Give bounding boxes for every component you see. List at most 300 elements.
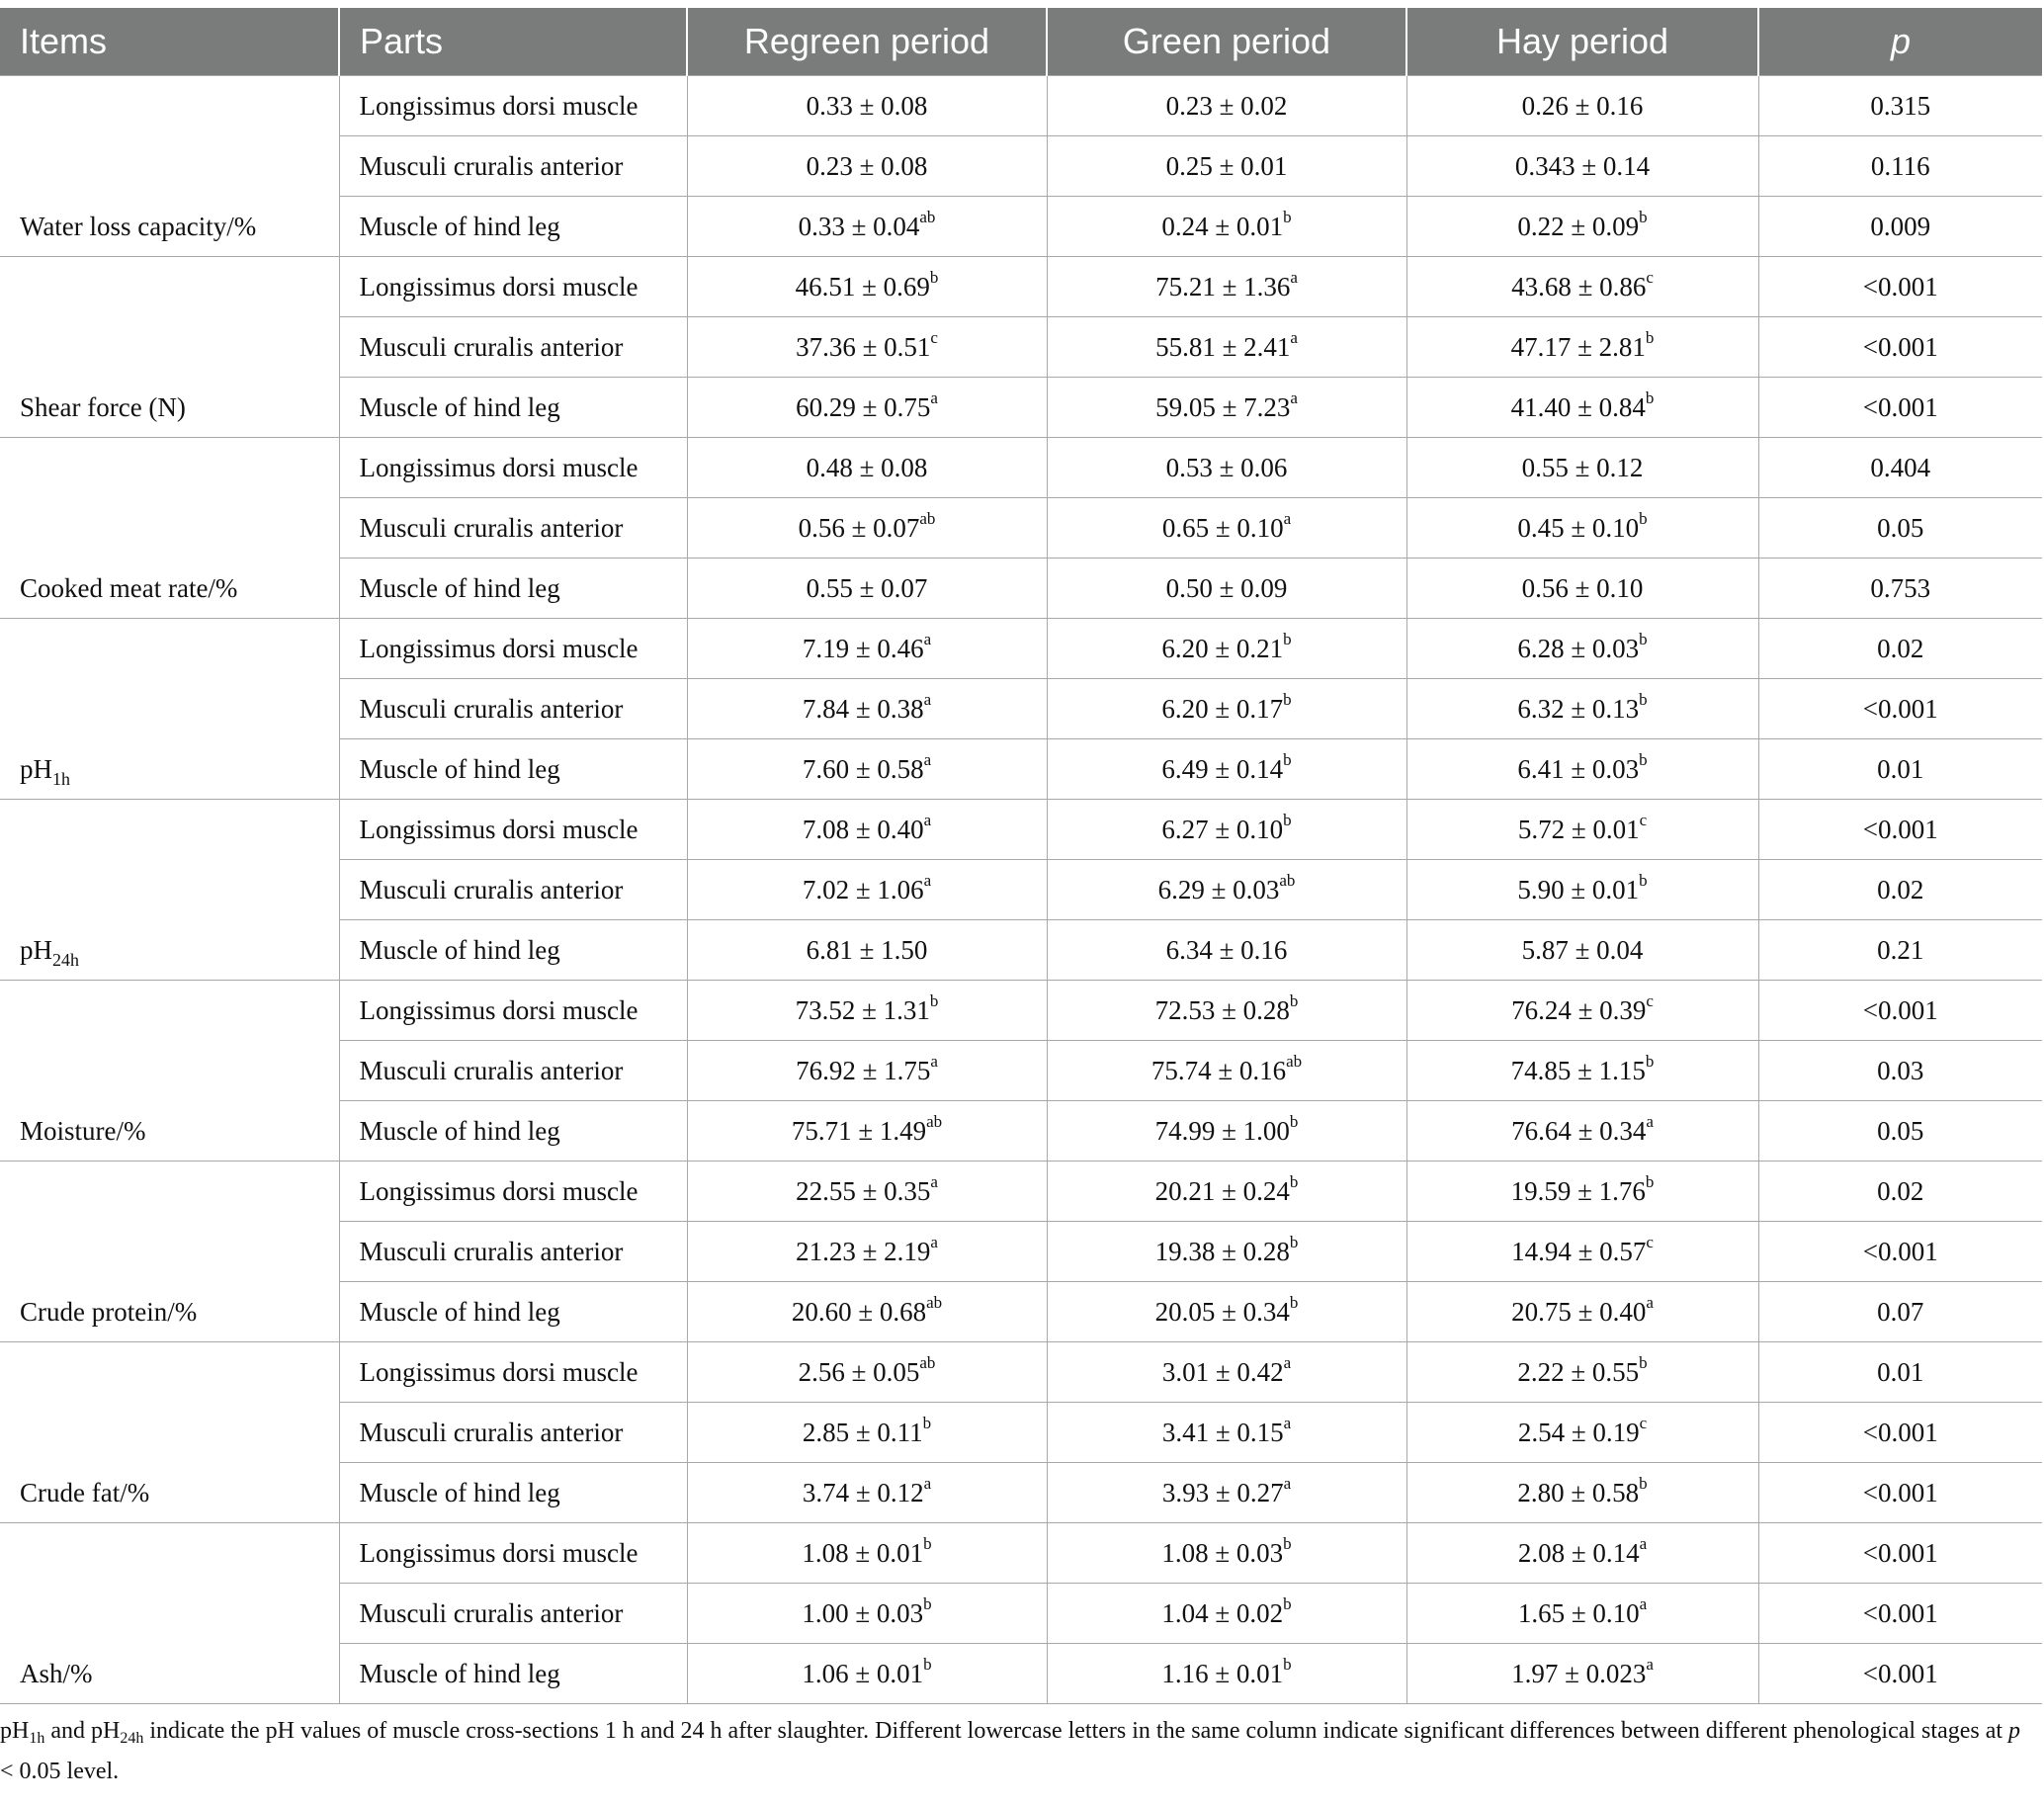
regreen-significance-letter: b xyxy=(923,1533,932,1553)
part-cell: Musculi cruralis anterior xyxy=(339,1403,687,1463)
hay-value-cell xyxy=(1406,136,1758,197)
footnote-ph-24h: $pH_{24h}$ xyxy=(91,1718,144,1747)
hay-value: 20.75 ± 0.40 xyxy=(1511,1296,1647,1327)
green-significance-letter: b xyxy=(1283,207,1292,226)
item-label-subscript: 1h xyxy=(52,769,70,789)
hay-value: 5.72 ± 0.01 xyxy=(1517,814,1640,844)
regreen-value-cell xyxy=(687,317,1047,378)
green-significance-letter: a xyxy=(1283,1352,1292,1372)
hay-value: 19.59 ± 1.76 xyxy=(1510,1175,1646,1206)
regreen-value: 46.51 ± 0.69 xyxy=(795,271,930,301)
green-value-cell xyxy=(1047,1222,1406,1282)
green-value: 0.24 ± 0.01 xyxy=(1161,211,1284,241)
p-value-cell: <0.001 xyxy=(1758,1463,2042,1523)
green-value-cell xyxy=(1047,1041,1406,1101)
part-cell: Muscle of hind leg xyxy=(339,1463,687,1523)
regreen-value: 60.29 ± 0.75 xyxy=(796,391,931,422)
regreen-value: 22.55 ± 0.35 xyxy=(796,1175,931,1206)
hay-value: 0.45 ± 0.10 xyxy=(1517,512,1640,543)
regreen-value: 21.23 ± 2.19 xyxy=(796,1236,931,1266)
green-value: 6.20 ± 0.17 xyxy=(1161,693,1284,724)
hay-value-cell xyxy=(1406,981,1758,1041)
part-cell: Longissimus dorsi muscle xyxy=(339,1523,687,1584)
green-significance-letter: a xyxy=(1283,1413,1292,1432)
item-label-cell xyxy=(0,1342,339,1523)
regreen-value: 0.33 ± 0.04 xyxy=(798,211,920,241)
hay-value-cell xyxy=(1406,619,1758,679)
regreen-significance-letter: a xyxy=(923,870,932,890)
hay-value: 2.08 ± 0.14 xyxy=(1517,1537,1640,1568)
table-row xyxy=(0,1342,2042,1403)
green-value-cell xyxy=(1047,739,1406,800)
hay-value: 0.343 ± 0.14 xyxy=(1514,150,1651,181)
hay-value: 0.26 ± 0.16 xyxy=(1521,90,1644,121)
hay-value: 2.22 ± 0.55 xyxy=(1517,1356,1640,1387)
green-value: 72.53 ± 0.28 xyxy=(1154,994,1290,1025)
p-value-cell: <0.001 xyxy=(1758,1523,2042,1584)
green-value-cell xyxy=(1047,981,1406,1041)
green-value-cell xyxy=(1047,619,1406,679)
green-value: 1.04 ± 0.02 xyxy=(1161,1597,1284,1628)
header-row xyxy=(0,8,2042,76)
green-significance-letter: b xyxy=(1283,629,1292,648)
hay-significance-letter: b xyxy=(1645,387,1655,407)
hay-value: 76.24 ± 0.39 xyxy=(1511,994,1647,1025)
p-value-cell: <0.001 xyxy=(1758,679,2042,739)
green-significance-letter: b xyxy=(1283,810,1292,829)
table-row xyxy=(0,438,2042,498)
hay-value-cell xyxy=(1406,1222,1758,1282)
regreen-value-cell xyxy=(687,1403,1047,1463)
green-value-cell xyxy=(1047,679,1406,739)
item-label-cell xyxy=(0,800,339,981)
green-significance-letter: b xyxy=(1283,689,1292,709)
part-cell: Muscle of hind leg xyxy=(339,1282,687,1342)
table-row xyxy=(0,1523,2042,1584)
p-value-cell: 0.404 xyxy=(1758,438,2042,498)
regreen-value: 0.23 ± 0.08 xyxy=(806,150,928,181)
green-value: 6.20 ± 0.21 xyxy=(1161,633,1284,663)
hay-value-cell xyxy=(1406,800,1758,860)
p-value-cell: <0.001 xyxy=(1758,378,2042,438)
green-significance-letter: b xyxy=(1289,1232,1299,1251)
header-hay-period: Hay period xyxy=(1406,8,1758,76)
p-value-cell: 0.02 xyxy=(1758,619,2042,679)
green-value-cell xyxy=(1047,438,1406,498)
hay-value-cell xyxy=(1406,438,1758,498)
green-value-cell xyxy=(1047,257,1406,317)
table-row xyxy=(0,800,2042,860)
p-value-cell: 0.21 xyxy=(1758,920,2042,981)
part-cell: Musculi cruralis anterior xyxy=(339,860,687,920)
hay-significance-letter: a xyxy=(1639,1533,1648,1553)
p-value-cell: 0.01 xyxy=(1758,739,2042,800)
regreen-value-cell xyxy=(687,1584,1047,1644)
green-significance-letter: a xyxy=(1283,1473,1292,1493)
header-green-period: Green period xyxy=(1047,8,1406,76)
regreen-value-cell xyxy=(687,438,1047,498)
item-label: Water loss capacity/% xyxy=(20,212,257,241)
green-value: 0.25 ± 0.01 xyxy=(1165,150,1288,181)
hay-significance-letter: b xyxy=(1645,1051,1655,1071)
regreen-value-cell xyxy=(687,1523,1047,1584)
header-parts: Parts xyxy=(339,8,687,76)
regreen-significance-letter: ab xyxy=(919,1352,936,1372)
part-cell: Muscle of hind leg xyxy=(339,739,687,800)
regreen-value-cell xyxy=(687,1101,1047,1162)
green-value-cell xyxy=(1047,559,1406,619)
header-items: Items xyxy=(0,8,339,76)
green-significance-letter: a xyxy=(1290,327,1298,347)
hay-significance-letter: b xyxy=(1639,1352,1648,1372)
hay-significance-letter: a xyxy=(1646,1111,1654,1131)
item-label: Shear force (N) xyxy=(20,392,186,422)
part-cell: Longissimus dorsi muscle xyxy=(339,800,687,860)
regreen-significance-letter: a xyxy=(923,689,932,709)
hay-significance-letter: a xyxy=(1646,1654,1654,1674)
item-label: Crude fat/% xyxy=(20,1478,150,1507)
regreen-value: 0.55 ± 0.07 xyxy=(806,572,928,603)
hay-value-cell xyxy=(1406,1162,1758,1222)
p-value-cell: 0.07 xyxy=(1758,1282,2042,1342)
green-value-cell xyxy=(1047,498,1406,559)
hay-significance-letter: b xyxy=(1639,870,1648,890)
p-value-cell: 0.03 xyxy=(1758,1041,2042,1101)
green-value: 74.99 ± 1.00 xyxy=(1154,1115,1290,1146)
hay-value-cell xyxy=(1406,1403,1758,1463)
hay-significance-letter: c xyxy=(1646,267,1654,287)
hay-value-cell xyxy=(1406,317,1758,378)
green-significance-letter: ab xyxy=(1279,870,1296,890)
green-value-cell xyxy=(1047,1584,1406,1644)
regreen-value: 0.56 ± 0.07 xyxy=(798,512,920,543)
part-cell: Longissimus dorsi muscle xyxy=(339,257,687,317)
hay-value: 1.97 ± 0.023 xyxy=(1511,1658,1647,1688)
green-value: 3.01 ± 0.42 xyxy=(1161,1356,1284,1387)
hay-value: 2.54 ± 0.19 xyxy=(1517,1417,1640,1447)
regreen-significance-letter: b xyxy=(929,990,939,1010)
header-regreen-period: Regreen period xyxy=(687,8,1047,76)
hay-value-cell xyxy=(1406,1282,1758,1342)
hay-significance-letter: b xyxy=(1639,1473,1648,1493)
regreen-value-cell xyxy=(687,619,1047,679)
regreen-value-cell xyxy=(687,739,1047,800)
part-cell: Musculi cruralis anterior xyxy=(339,1222,687,1282)
p-value-cell: 0.01 xyxy=(1758,1342,2042,1403)
hay-significance-letter: b xyxy=(1639,207,1648,226)
regreen-significance-letter: a xyxy=(930,1051,938,1071)
footnote-text: indicate the pH values of muscle cross-sections 1 h and 24 h after slaughter. Different lowercase letters in the same column indicate significant differences between different phenological stages at xyxy=(143,1718,2009,1744)
regreen-value: 1.08 ± 0.01 xyxy=(802,1537,924,1568)
regreen-value: 3.74 ± 0.12 xyxy=(802,1477,924,1507)
green-value: 20.05 ± 0.34 xyxy=(1154,1296,1290,1327)
green-value-cell xyxy=(1047,1101,1406,1162)
header-p-value: p xyxy=(1758,8,2042,76)
regreen-significance-letter: ab xyxy=(919,508,936,528)
regreen-value: 7.19 ± 0.46 xyxy=(802,633,924,663)
regreen-significance-letter: b xyxy=(929,267,939,287)
table-row xyxy=(0,1162,2042,1222)
item-label-cell xyxy=(0,76,339,257)
p-value-cell: 0.315 xyxy=(1758,76,2042,136)
item-label-cell xyxy=(0,981,339,1162)
part-cell: Muscle of hind leg xyxy=(339,1644,687,1704)
regreen-value-cell xyxy=(687,559,1047,619)
hay-significance-letter: b xyxy=(1639,749,1648,769)
hay-value-cell xyxy=(1406,1584,1758,1644)
p-value-cell: 0.05 xyxy=(1758,1101,2042,1162)
hay-value-cell xyxy=(1406,559,1758,619)
table-body xyxy=(0,76,2042,1704)
green-value-cell xyxy=(1047,317,1406,378)
hay-value-cell xyxy=(1406,679,1758,739)
hay-significance-letter: b xyxy=(1645,1171,1655,1191)
part-cell: Muscle of hind leg xyxy=(339,197,687,257)
regreen-value-cell xyxy=(687,920,1047,981)
hay-value: 6.41 ± 0.03 xyxy=(1517,753,1640,784)
results-table-container xyxy=(0,8,2044,1791)
part-cell: Musculi cruralis anterior xyxy=(339,1041,687,1101)
p-value-cell: <0.001 xyxy=(1758,317,2042,378)
hay-value: 6.32 ± 0.13 xyxy=(1517,693,1640,724)
green-value: 6.29 ± 0.03 xyxy=(1157,874,1280,904)
regreen-value-cell xyxy=(687,498,1047,559)
regreen-value-cell xyxy=(687,679,1047,739)
green-value-cell xyxy=(1047,1342,1406,1403)
part-cell: Musculi cruralis anterior xyxy=(339,498,687,559)
hay-value-cell xyxy=(1406,860,1758,920)
regreen-value: 7.08 ± 0.40 xyxy=(802,814,924,844)
green-value: 19.38 ± 0.28 xyxy=(1154,1236,1290,1266)
part-cell: Muscle of hind leg xyxy=(339,559,687,619)
hay-value-cell xyxy=(1406,197,1758,257)
regreen-value: 7.84 ± 0.38 xyxy=(802,693,924,724)
regreen-value-cell xyxy=(687,197,1047,257)
green-value: 20.21 ± 0.24 xyxy=(1154,1175,1290,1206)
item-label-cell xyxy=(0,257,339,438)
p-value-cell: 0.05 xyxy=(1758,498,2042,559)
hay-value: 76.64 ± 0.34 xyxy=(1511,1115,1647,1146)
item-label: Moisture/% xyxy=(20,1116,146,1146)
p-value-cell: <0.001 xyxy=(1758,981,2042,1041)
hay-significance-letter: a xyxy=(1639,1593,1648,1613)
regreen-significance-letter: b xyxy=(923,1654,932,1674)
regreen-value: 0.33 ± 0.08 xyxy=(806,90,928,121)
table-row xyxy=(0,76,2042,136)
part-cell: Longissimus dorsi muscle xyxy=(339,1162,687,1222)
regreen-significance-letter: a xyxy=(923,810,932,829)
hay-value-cell xyxy=(1406,739,1758,800)
regreen-value: 1.06 ± 0.01 xyxy=(802,1658,924,1688)
hay-value: 43.68 ± 0.86 xyxy=(1511,271,1647,301)
p-value-cell: <0.001 xyxy=(1758,1222,2042,1282)
regreen-value: 76.92 ± 1.75 xyxy=(796,1055,931,1085)
regreen-value-cell xyxy=(687,1282,1047,1342)
regreen-value: 0.48 ± 0.08 xyxy=(806,452,928,482)
regreen-value-cell xyxy=(687,1041,1047,1101)
green-value-cell xyxy=(1047,378,1406,438)
item-label-cell xyxy=(0,438,339,619)
hay-significance-letter: c xyxy=(1646,1232,1654,1251)
hay-value-cell xyxy=(1406,257,1758,317)
p-value-cell: <0.001 xyxy=(1758,257,2042,317)
regreen-value: 2.85 ± 0.11 xyxy=(802,1417,923,1447)
p-value-cell: 0.753 xyxy=(1758,559,2042,619)
green-value: 0.65 ± 0.10 xyxy=(1161,512,1284,543)
green-significance-letter: b xyxy=(1289,1292,1299,1312)
hay-value: 5.90 ± 0.01 xyxy=(1517,874,1640,904)
hay-value: 1.65 ± 0.10 xyxy=(1517,1597,1640,1628)
green-value: 1.16 ± 0.01 xyxy=(1161,1658,1284,1688)
item-label-cell xyxy=(0,1523,339,1704)
green-value-cell xyxy=(1047,1523,1406,1584)
part-cell: Musculi cruralis anterior xyxy=(339,136,687,197)
item-label: pH xyxy=(20,754,52,784)
hay-value: 41.40 ± 0.84 xyxy=(1510,391,1646,422)
hay-value-cell xyxy=(1406,920,1758,981)
green-value: 3.93 ± 0.27 xyxy=(1161,1477,1284,1507)
hay-value: 0.56 ± 0.10 xyxy=(1521,572,1644,603)
green-significance-letter: b xyxy=(1283,749,1292,769)
hay-value: 6.28 ± 0.03 xyxy=(1517,633,1640,663)
regreen-significance-letter: c xyxy=(930,327,938,347)
regreen-value: 73.52 ± 1.31 xyxy=(795,994,930,1025)
hay-value-cell xyxy=(1406,498,1758,559)
regreen-value-cell xyxy=(687,257,1047,317)
regreen-value-cell xyxy=(687,800,1047,860)
green-significance-letter: b xyxy=(1289,990,1299,1010)
green-value-cell xyxy=(1047,1403,1406,1463)
regreen-significance-letter: a xyxy=(930,387,938,407)
part-cell: Longissimus dorsi muscle xyxy=(339,981,687,1041)
part-cell: Muscle of hind leg xyxy=(339,920,687,981)
hay-value: 0.22 ± 0.09 xyxy=(1517,211,1640,241)
green-significance-letter: b xyxy=(1283,1533,1292,1553)
footnote-and: and xyxy=(44,1718,91,1744)
hay-significance-letter: b xyxy=(1639,689,1648,709)
p-value-cell: <0.001 xyxy=(1758,1403,2042,1463)
item-label-cell xyxy=(0,619,339,800)
regreen-significance-letter: ab xyxy=(926,1111,943,1131)
regreen-value-cell xyxy=(687,136,1047,197)
hay-significance-letter: b xyxy=(1645,327,1655,347)
hay-significance-letter: a xyxy=(1646,1292,1654,1312)
hay-value-cell xyxy=(1406,1041,1758,1101)
table-row xyxy=(0,981,2042,1041)
regreen-significance-letter: a xyxy=(923,749,932,769)
meat-quality-table xyxy=(0,8,2042,1704)
green-value: 1.08 ± 0.03 xyxy=(1161,1537,1284,1568)
hay-value-cell xyxy=(1406,1463,1758,1523)
regreen-significance-letter: ab xyxy=(926,1292,943,1312)
table-footnote xyxy=(0,1704,2032,1791)
table-row xyxy=(0,257,2042,317)
green-significance-letter: b xyxy=(1283,1593,1292,1613)
p-value-cell: 0.116 xyxy=(1758,136,2042,197)
hay-value: 2.80 ± 0.58 xyxy=(1517,1477,1640,1507)
part-cell: Longissimus dorsi muscle xyxy=(339,438,687,498)
regreen-significance-letter: b xyxy=(922,1413,932,1432)
green-value: 6.34 ± 0.16 xyxy=(1165,934,1288,965)
p-value-cell: 0.02 xyxy=(1758,860,2042,920)
green-significance-letter: a xyxy=(1290,267,1298,287)
green-value-cell xyxy=(1047,1463,1406,1523)
green-significance-letter: b xyxy=(1289,1171,1299,1191)
footnote-ph-1h: $pH_{1h}$ xyxy=(0,1718,45,1747)
part-cell: Musculi cruralis anterior xyxy=(339,679,687,739)
regreen-significance-letter: a xyxy=(923,629,932,648)
p-value-cell: <0.001 xyxy=(1758,1644,2042,1704)
regreen-significance-letter: ab xyxy=(919,207,936,226)
regreen-value: 2.56 ± 0.05 xyxy=(798,1356,920,1387)
item-label: Crude protein/% xyxy=(20,1297,198,1327)
regreen-value: 6.81 ± 1.50 xyxy=(806,934,928,965)
hay-value-cell xyxy=(1406,76,1758,136)
item-label-subscript: 24h xyxy=(52,950,79,970)
hay-value: 5.87 ± 0.04 xyxy=(1521,934,1644,965)
hay-value: 14.94 ± 0.57 xyxy=(1511,1236,1647,1266)
p-value-cell: 0.009 xyxy=(1758,197,2042,257)
p-value-cell: <0.001 xyxy=(1758,1584,2042,1644)
hay-significance-letter: b xyxy=(1639,508,1648,528)
regreen-significance-letter: a xyxy=(930,1232,938,1251)
green-significance-letter: b xyxy=(1289,1111,1299,1131)
green-value: 0.53 ± 0.06 xyxy=(1165,452,1288,482)
footnote-p-symbol: p xyxy=(2008,1718,2021,1744)
green-value-cell xyxy=(1047,800,1406,860)
part-cell: Longissimus dorsi muscle xyxy=(339,76,687,136)
regreen-value-cell xyxy=(687,378,1047,438)
regreen-value: 75.71 ± 1.49 xyxy=(791,1115,927,1146)
green-value: 59.05 ± 7.23 xyxy=(1155,391,1291,422)
regreen-value: 7.60 ± 0.58 xyxy=(802,753,924,784)
item-label: pH xyxy=(20,935,52,965)
green-value: 55.81 ± 2.41 xyxy=(1155,331,1291,362)
regreen-value: 7.02 ± 1.06 xyxy=(802,874,924,904)
hay-value: 74.85 ± 1.15 xyxy=(1510,1055,1646,1085)
green-value-cell xyxy=(1047,197,1406,257)
green-value-cell xyxy=(1047,1644,1406,1704)
green-significance-letter: a xyxy=(1283,508,1292,528)
p-value-cell: <0.001 xyxy=(1758,800,2042,860)
hay-significance-letter: c xyxy=(1639,1413,1648,1432)
regreen-value-cell xyxy=(687,981,1047,1041)
regreen-significance-letter: b xyxy=(923,1593,932,1613)
item-label: Ash/% xyxy=(20,1659,93,1688)
hay-significance-letter: b xyxy=(1639,629,1648,648)
hay-significance-letter: c xyxy=(1646,990,1654,1010)
footnote-text-end: < 0.05 level. xyxy=(0,1759,120,1784)
green-value-cell xyxy=(1047,860,1406,920)
green-value-cell xyxy=(1047,136,1406,197)
hay-value: 0.55 ± 0.12 xyxy=(1521,452,1644,482)
green-value: 0.50 ± 0.09 xyxy=(1165,572,1288,603)
item-label-cell xyxy=(0,1162,339,1342)
hay-value-cell xyxy=(1406,1523,1758,1584)
hay-value-cell xyxy=(1406,1342,1758,1403)
regreen-value: 1.00 ± 0.03 xyxy=(802,1597,924,1628)
part-cell: Longissimus dorsi muscle xyxy=(339,1342,687,1403)
hay-significance-letter: c xyxy=(1639,810,1648,829)
part-cell: Muscle of hind leg xyxy=(339,378,687,438)
green-value-cell xyxy=(1047,1162,1406,1222)
green-value: 6.49 ± 0.14 xyxy=(1161,753,1284,784)
regreen-value-cell xyxy=(687,1162,1047,1222)
green-value: 75.21 ± 1.36 xyxy=(1155,271,1291,301)
hay-value-cell xyxy=(1406,1101,1758,1162)
green-value: 6.27 ± 0.10 xyxy=(1161,814,1284,844)
green-value: 0.23 ± 0.02 xyxy=(1165,90,1288,121)
